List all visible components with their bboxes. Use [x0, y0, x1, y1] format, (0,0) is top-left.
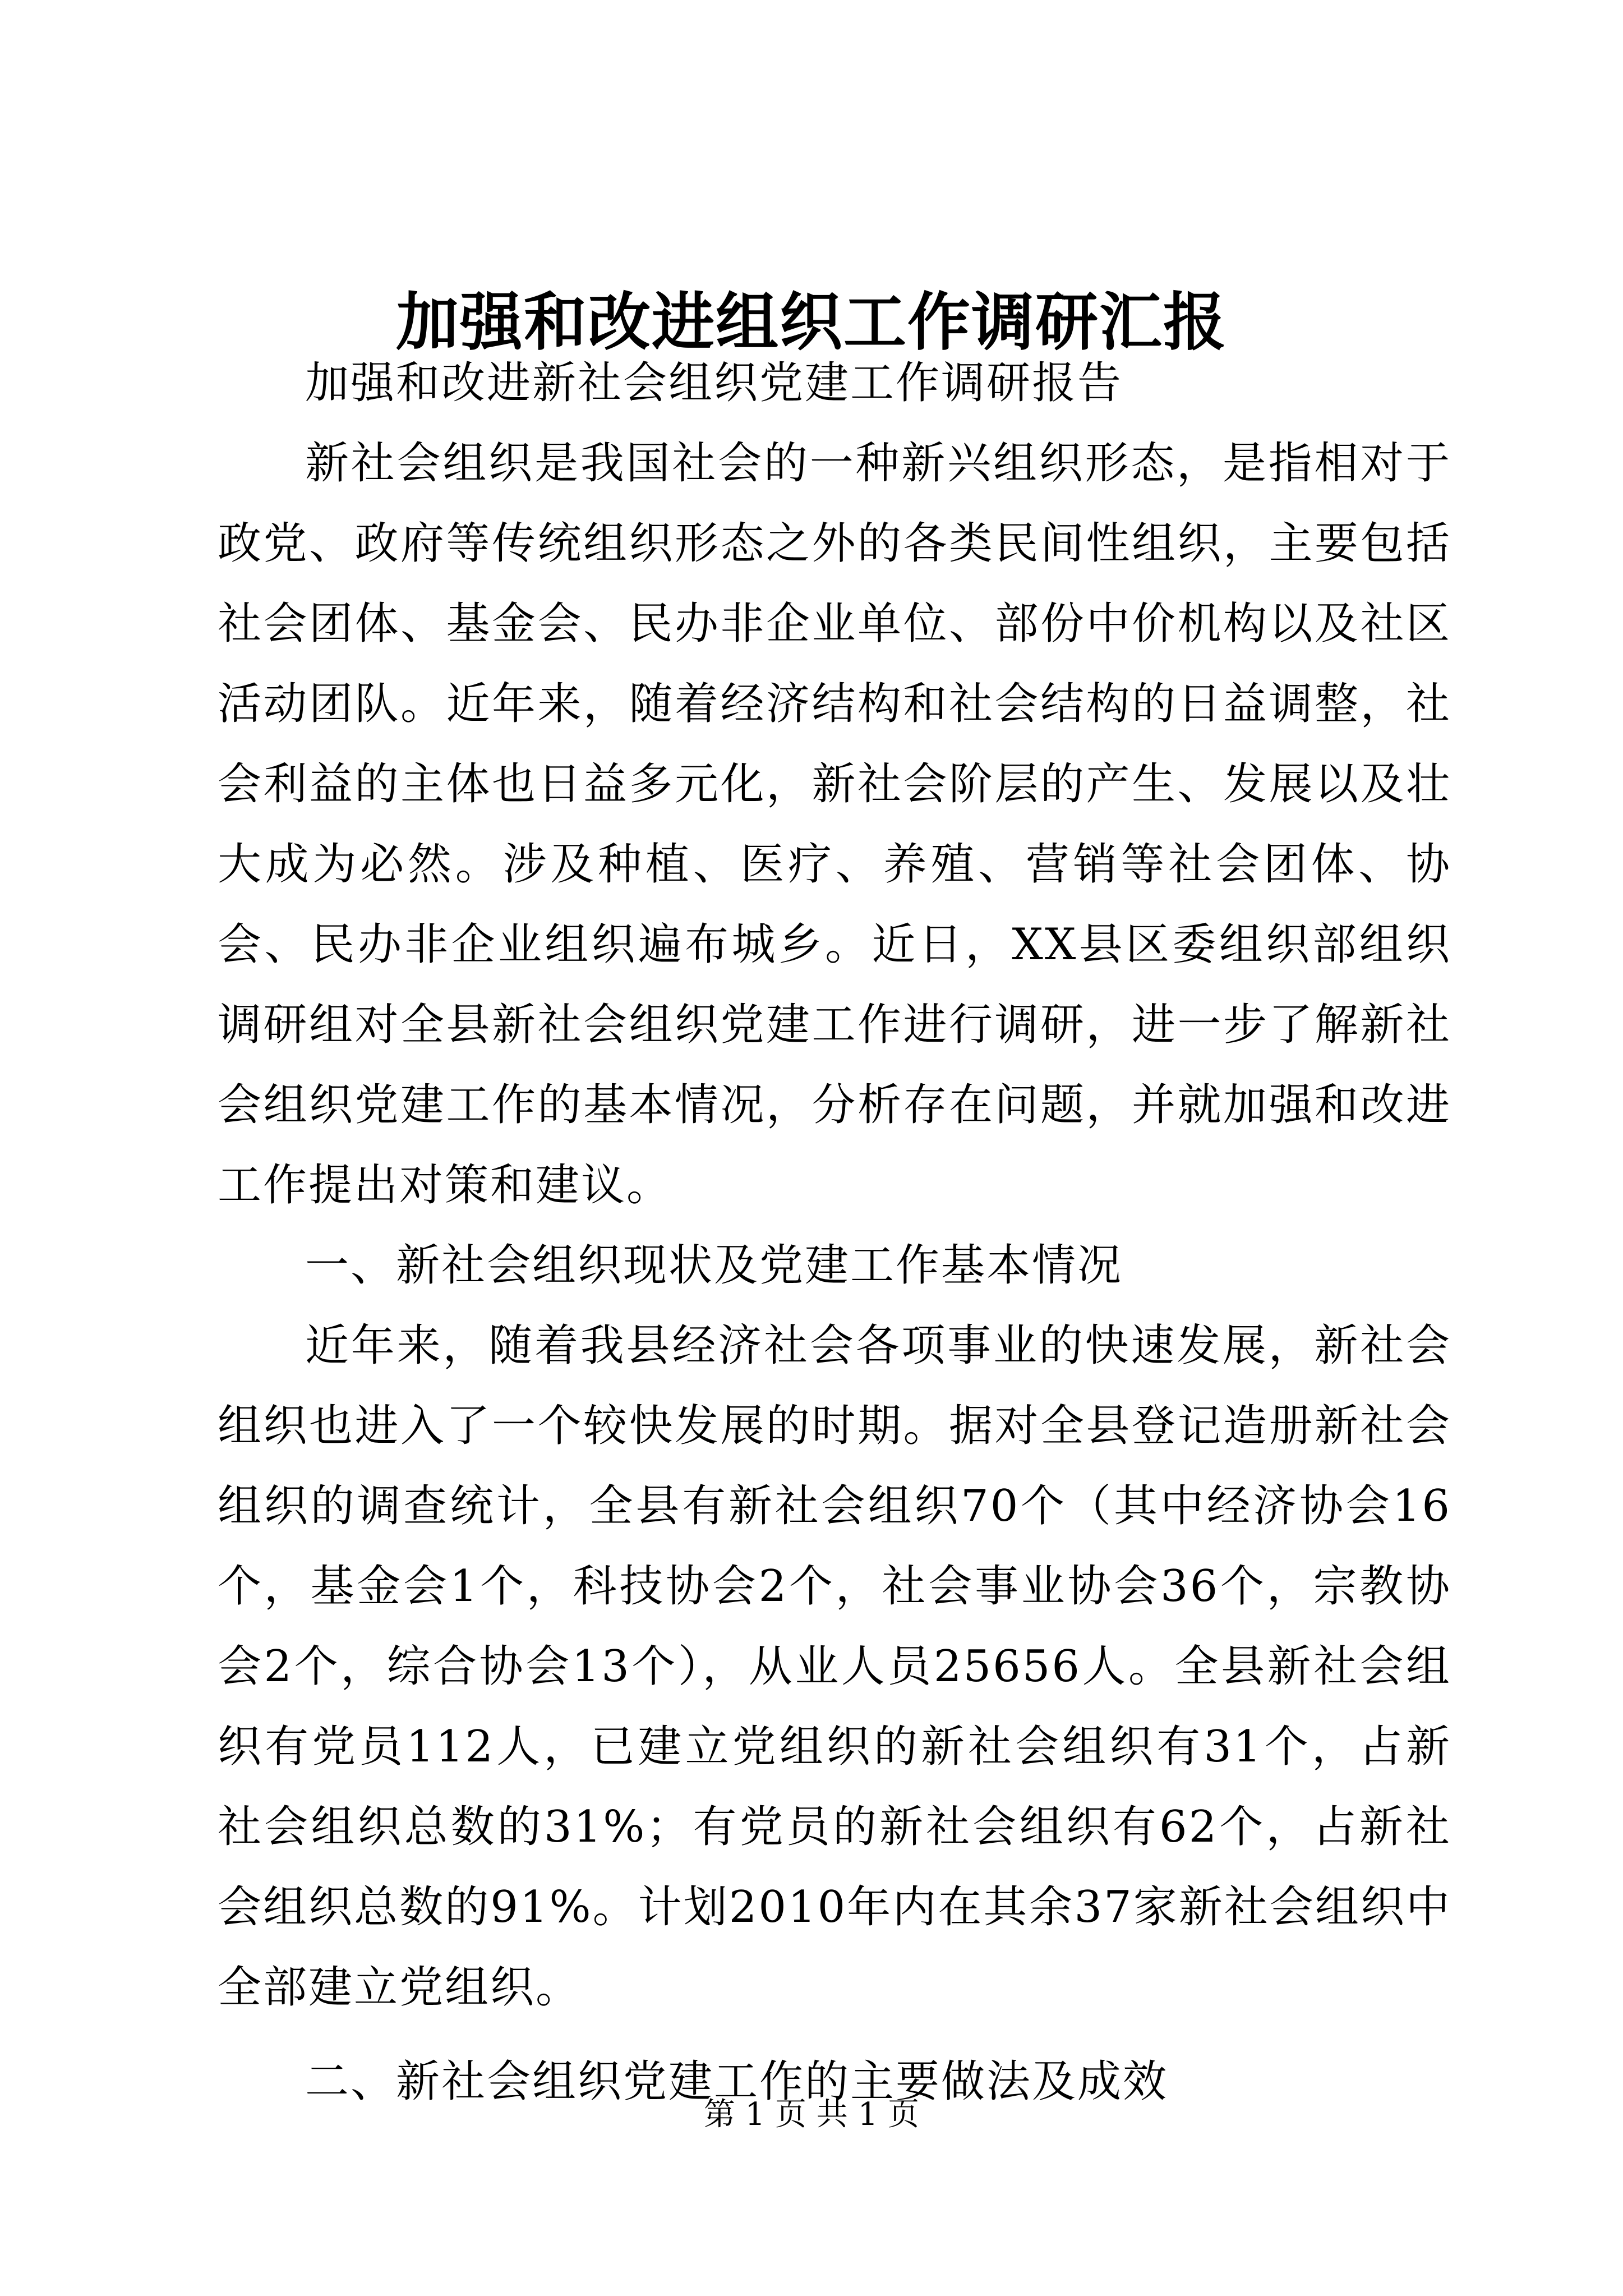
section-heading-1: 一、新社会组织现状及党建工作基本情况: [305, 1240, 1123, 1291]
page-footer: 第 1 页 共 1 页: [703, 2096, 920, 2133]
paragraph-status: 近年来，随着我县经济社会各项事业的快速发展，新社会组织也进入了一个较快发展的时期。据对全县登记造册新社会组织的调查统计，全县有新社会组织70个（其中经济协会16个，基金会1个，科技协会2个，社会事业协会36个，宗教协会2个，综合协会13个），从业人员25656人。全县新社会组织有党员112人，已建立党组织的新社会组织有31个，占新社会组织总数的31%；有党员的新社会组织有62个，占新社会组织总数的91%。计划2010年内在其余37家新社会组织中全部建立党组织。: [218, 1320, 1451, 2013]
document-title: 加强和改进组织工作调研汇报: [396, 286, 1227, 359]
paragraph-intro: 新社会组织是我国社会的一种新兴组织形态，是指相对于政党、政府等传统组织形态之外的各类民间性组织，主要包括社会团体、基金会、民办非企业单位、部份中价机构以及社区活动团队。近年来，随着经济结构和社会结构的日益调整，社会利益的主体也日益多元化，新社会阶层的产生、发展以及壮大成为必然。涉及种植、医疗、养殖、营销等社会团体、协会、民办非企业组织遍布城乡。近日，XX县区委组织部组织调研组对全县新社会组织党建工作进行调研，进一步了解新社会组织党建工作的基本情况，分析存在问题，并就加强和改进工作提出对策和建议。: [218, 438, 1451, 1211]
document-subtitle: 加强和改进新社会组织党建工作调研报告: [305, 358, 1123, 408]
document-body: [218, 343, 1451, 2122]
section-heading-2: 二、新社会组织党建工作的主要做法及成效: [305, 2056, 1169, 2107]
